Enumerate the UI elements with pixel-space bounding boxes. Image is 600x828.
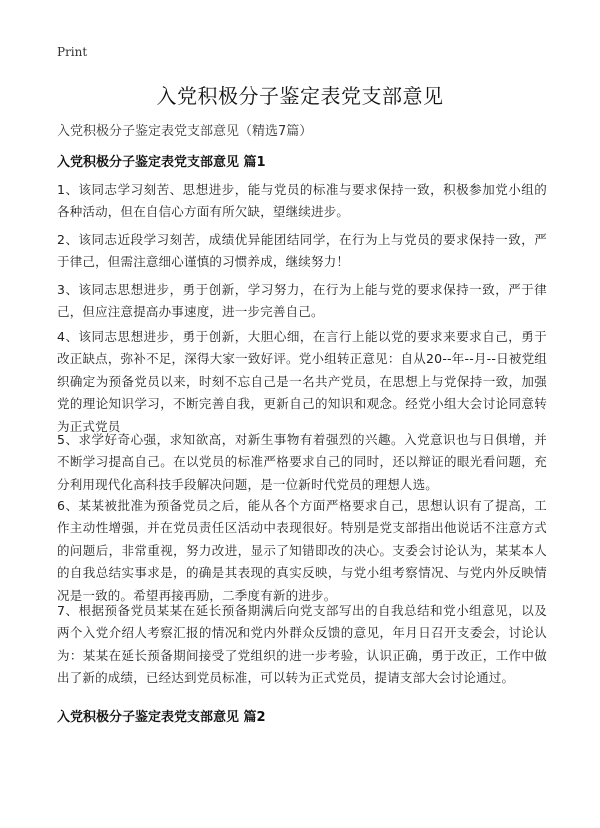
document-subtitle: 入党积极分子鉴定表党支部意见（精选7篇）	[57, 124, 313, 139]
paragraph-7: 7、根据预备党员某某在延长预备期满后向党支部写出的自我总结和党小组意见，以及两个入党介绍人考察汇报的情况和党内外群众反馈的意见，年月日召开支委会，讨论认为：某某在延长预备期间接受了党组织的进一步考验，认识正确，勇于改正，工作中做出了新的成绩，已经达到党员标准，可以转为正式党员，提请支部大会讨论通过。	[57, 603, 547, 686]
print-link[interactable]: Print	[57, 45, 88, 59]
paragraph-2: 2、该同志近段学习刻苦，成绩优异能团结同学，在行为上与党员的要求保持一致，严于律己，但需注意细心谨慎的习惯养成，继续努力！	[57, 232, 547, 270]
paragraph-5: 5、求学好奇心强，求知欲高，对新生事物有着强烈的兴趣。入党意识也与日俱增，并不断学习提高自己。在以党员的标准严格要求自己的同时，还以辩证的眼光看问题，充分利用现代化高科技手段解决问题，是一位新时代党员的理想人选。	[57, 432, 547, 492]
paragraph-4: 4、该同志思想进步，勇于创新，大胆心细，在言行上能以党的要求来要求自己，勇于改正缺点，弥补不足，深得大家一致好评。党小组转正意见：自从20--年--月--日被党组织确定为预备党员以来，时刻不忘自己是一名共产党员，在思想上与党保持一致，加强党的理论知识学习，不断完善自我，更新自己的知识和观念。经党小组大会讨论同意转为正式党员	[57, 329, 547, 434]
section-heading-1: 入党积极分子鉴定表党支部意见 篇1	[57, 155, 266, 170]
paragraph-3: 3、该同志思想进步，勇于创新，学习努力，在行为上能与党的要求保持一致，严于律己，但应注意提高办事速度，进一步完善自己。	[57, 282, 547, 320]
page-title: 入党积极分子鉴定表党支部意见	[156, 84, 444, 108]
paragraph-1: 1、该同志学习刻苦、思想进步，能与党员的标准与要求保持一致，积极参加党小组的各种活动，但在自信心方面有所欠缺，望继续进步。	[57, 182, 547, 220]
paragraph-6: 6、某某被批准为预备党员之后，能从各个方面严格要求自己，思想认识有了提高，工作主动性增强，并在党员责任区活动中表现很好。特别是党支部指出他说话不注意方式的问题后，非常重视，努力改进，显示了知错即改的决心。支委会讨论认为，某某本人的自我总结实事求是，的确是其表现的真实反映，与党小组考察情况、与党内外反映情况是一致的。希望再接再励，二季度有新的进步。	[57, 498, 547, 603]
section-heading-2: 入党积极分子鉴定表党支部意见 篇2	[57, 710, 266, 725]
